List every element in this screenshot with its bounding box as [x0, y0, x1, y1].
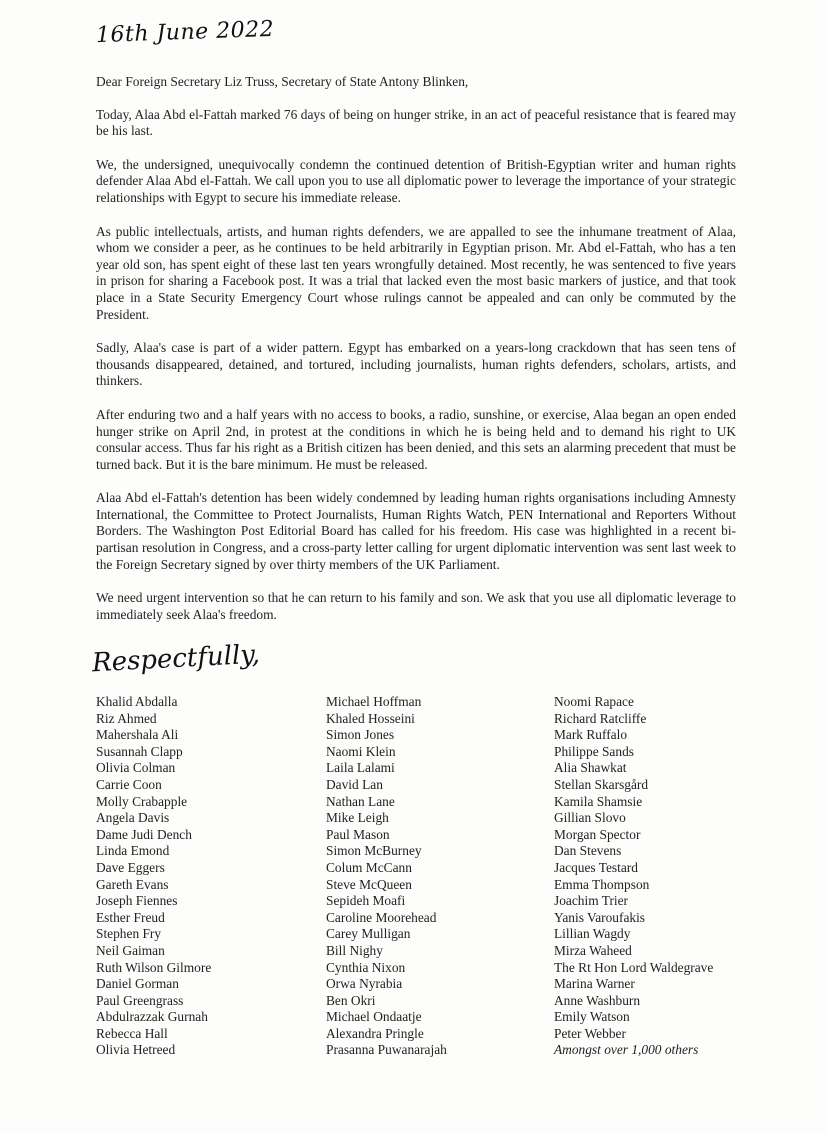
- signatory: Nathan Lane: [326, 793, 395, 809]
- signatories-column-2: [326, 694, 447, 1059]
- signatory: Caroline Moorehead: [326, 909, 437, 925]
- signatory: Steve McQueen: [326, 876, 412, 892]
- signatory: Stellan Skarsgård: [554, 776, 649, 792]
- paragraph: After enduring two and a half years with no access to books, a radio, sunshine, or exercise, Alaa began an open ended hunger strike on April 2nd, in protest at the conditions in which he is being held and to demand his right to UK consular access. Thus far his right as a British citizen has been denied, and this sets an alarming precedent that must be turned back. But it is the bare minimum. He must be released.: [96, 406, 736, 472]
- signatory: Colum McCann: [326, 859, 412, 875]
- signatory: Olivia Hetreed: [96, 1042, 176, 1058]
- signatory: Khaled Hosseini: [326, 710, 415, 726]
- signatory: Dave Eggers: [96, 859, 165, 875]
- signatory: Laila Lalami: [326, 760, 395, 776]
- paragraph: We, the undersigned, unequivocally condemn the continued detention of British-Egyptian writer and human rights defender Alaa Abd el-Fattah. We call upon you to use all diplomatic power to leverage the importance of your strategic relationships with Egypt to secure his immediate release.: [96, 156, 736, 205]
- handwritten-signoff: Respectfully,: [91, 639, 261, 679]
- signatory: Lillian Wagdy: [554, 926, 631, 942]
- signatory: Joachim Trier: [554, 893, 629, 909]
- signatory: Anne Washburn: [554, 992, 641, 1008]
- signatories-column-1: [96, 694, 211, 1059]
- signatory: The Rt Hon Lord Waldegrave: [554, 959, 714, 975]
- signatory: Prasanna Puwanarajah: [326, 1042, 447, 1058]
- salutation: Dear Foreign Secretary Liz Truss, Secretary of State Antony Blinken,: [96, 74, 469, 89]
- paragraph: Sadly, Alaa's case is part of a wider pattern. Egypt has embarked on a years-long crackdown that has seen tens of thousands disappeared, detained, and tortured, including journalists, human rights defenders, scholars, artists, and thinkers.: [96, 340, 736, 389]
- signatory: Ruth Wilson Gilmore: [96, 959, 212, 975]
- signatory: Khalid Abdalla: [96, 694, 178, 709]
- signatory: Yanis Varoufakis: [554, 909, 646, 925]
- signatory: Rebecca Hall: [96, 1025, 168, 1041]
- signatory: Dame Judi Dench: [96, 826, 192, 842]
- signatory: Susannah Clapp: [96, 743, 183, 759]
- signatory: Emma Thompson: [554, 876, 650, 892]
- signatory: Marina Warner: [554, 976, 635, 992]
- signatory: Alexandra Pringle: [326, 1025, 424, 1041]
- signatory: Mirza Waheed: [554, 942, 632, 958]
- signatory: Simon McBurney: [326, 843, 422, 859]
- signatory: Philippe Sands: [554, 743, 634, 759]
- signatory: Peter Webber: [554, 1025, 626, 1041]
- signatory: Naomi Klein: [326, 743, 396, 759]
- signatory: Mike Leigh: [326, 810, 389, 826]
- signatory: Cynthia Nixon: [326, 959, 406, 975]
- signatory: Ben Okri: [326, 992, 376, 1008]
- signatory: Daniel Gorman: [96, 976, 179, 992]
- signatory: Paul Mason: [326, 826, 390, 842]
- signatory: Mark Ruffalo: [554, 727, 628, 743]
- signatory: Orwa Nyrabia: [326, 976, 403, 992]
- signatory: Esther Freud: [96, 909, 165, 925]
- signatory: Riz Ahmed: [96, 710, 157, 726]
- signatory: Dan Stevens: [554, 843, 622, 859]
- paragraph: We need urgent intervention so that he can return to his family and son. We ask that you use all diplomatic leverage to immediately seek Alaa's freedom.: [96, 590, 736, 622]
- signatory: Olivia Colman: [96, 760, 176, 776]
- signatory: Emily Watson: [554, 1009, 630, 1025]
- signatory: Linda Emond: [96, 843, 170, 859]
- signatory: Morgan Spector: [554, 826, 641, 842]
- signatory: Abdulrazzak Gurnah: [96, 1009, 208, 1025]
- signatory: Michael Hoffman: [326, 694, 422, 709]
- signatories-column-3: [554, 694, 713, 1059]
- signatory: Gareth Evans: [96, 876, 169, 892]
- signatory: Molly Crabapple: [96, 793, 188, 809]
- signatories-note: Amongst over 1,000 others: [554, 1042, 699, 1058]
- signatory: Noomi Rapace: [554, 694, 634, 709]
- signatory: Joseph Fiennes: [96, 893, 178, 909]
- signatory: Simon Jones: [326, 727, 395, 743]
- signatory: Sepideh Moafi: [326, 893, 406, 909]
- signatory: Carey Mulligan: [326, 926, 411, 942]
- paragraph: As public intellectuals, artists, and human rights defenders, we are appalled to see the inhumane treatment of Alaa, whom we consider a peer, as he continues to be held arbitrarily in Egyptian prison. Mr. Abd el-Fattah, who has a ten year old son, has spent eight of these last ten years wrongfully detained. Most recently, he was sentenced to five years in prison for sharing a Facebook post. It was a trial that lacked even the most basic markers of justice, and that took place in a State Security Emergency Court whose rulings cannot be appealed and can only be commuted by the President.: [96, 223, 736, 322]
- signatory: Jacques Testard: [554, 859, 638, 875]
- signatory: Alia Shawkat: [554, 760, 627, 776]
- paragraph: Today, Alaa Abd el-Fattah marked 76 days of being on hunger strike, in an act of peaceful resistance that is feared may be his last.: [96, 106, 736, 139]
- handwritten-date: 16th June 2022: [95, 16, 275, 49]
- signatory: Richard Ratcliffe: [554, 710, 647, 726]
- signatory: Mahershala Ali: [96, 727, 179, 743]
- signatory: Paul Greengrass: [96, 992, 184, 1008]
- paragraph: Alaa Abd el-Fattah's detention has been widely condemned by leading human rights organisations including Amnesty International, the Committee to Protect Journalists, Human Rights Watch, PEN International and Reporters Without Borders. The Washington Post Editorial Board has called for his freedom. His case was highlighted in a recent bi-partisan resolution in Congress, and a cross-party letter calling for urgent diplomatic intervention was sent last week to the Foreign Secretary signed by over thirty members of the UK Parliament.: [96, 490, 736, 572]
- signatory: Angela Davis: [96, 810, 170, 826]
- letter-body: [96, 74, 736, 640]
- signatory: Michael Ondaatje: [326, 1009, 422, 1025]
- signatory: Kamila Shamsie: [554, 793, 643, 809]
- signatory: Carrie Coon: [96, 776, 162, 792]
- signatory: Gillian Slovo: [554, 810, 626, 826]
- signatory: David Lan: [326, 776, 383, 792]
- signatory: Neil Gaiman: [96, 942, 165, 958]
- signatory: Bill Nighy: [326, 942, 383, 958]
- signatory: Stephen Fry: [96, 926, 162, 942]
